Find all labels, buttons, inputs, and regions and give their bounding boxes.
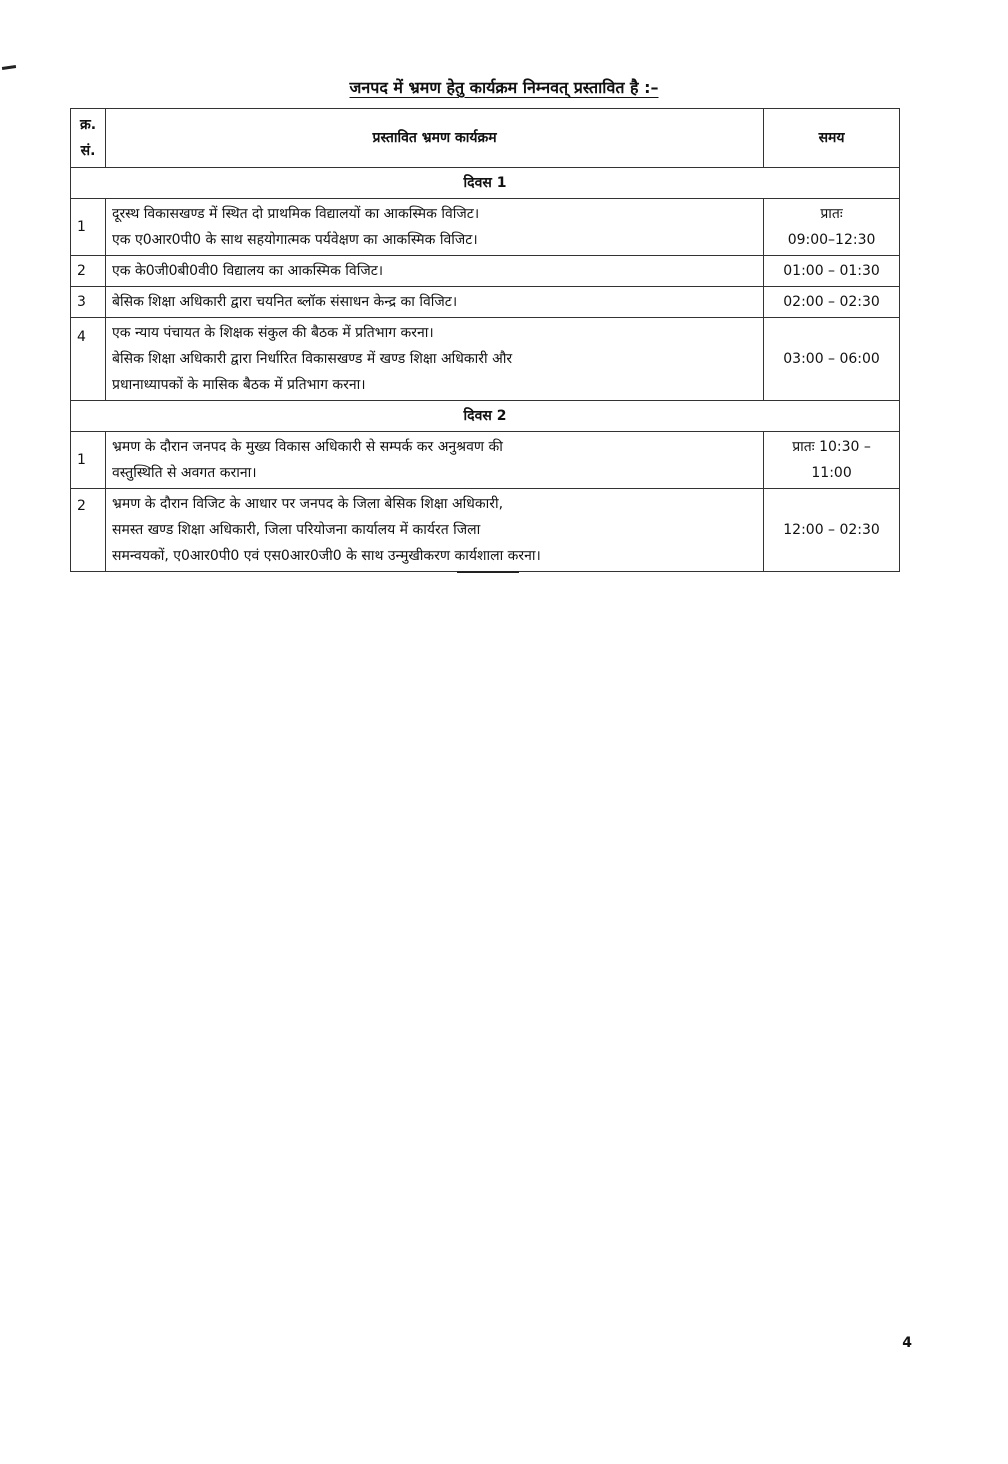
row-number: 3 [71, 287, 106, 318]
serial-header [71, 109, 106, 168]
activity-line: समस्त खण्ड शिक्षा अधिकारी, जिला परियोजना कार्यालय में कार्यरत जिला [112, 522, 481, 538]
program-header: प्रस्तावित भ्रमण कार्यक्रम [106, 109, 764, 168]
page-number: 4 [902, 1335, 912, 1351]
time-header: समय [764, 109, 900, 168]
row-activity [106, 287, 764, 318]
activity-line: बेसिक शिक्षा अधिकारी द्वारा चयनित ब्लॉक संसाधन केन्द्र का विजिट। [112, 294, 458, 310]
table-row [71, 489, 900, 572]
page-heading [0, 76, 1008, 98]
row-activity [106, 256, 764, 287]
activity-line: प्रधानाध्यापकों के मासिक बैठक में प्रतिभाग करना। [112, 377, 366, 393]
row-number: 4 [71, 318, 106, 401]
serial-header-line2: सं. [80, 143, 96, 159]
activity-line: भ्रमण के दौरान विजिट के आधार पर जनपद के जिला बेसिक शिक्षा अधिकारी, [112, 496, 504, 512]
day-label: दिवस 2 [71, 401, 900, 432]
time-line: 09:00–12:30 [787, 232, 876, 248]
table-row [71, 287, 900, 318]
row-number: 1 [71, 199, 106, 256]
row-number: 2 [71, 256, 106, 287]
row-activity [106, 432, 764, 489]
row-time: 12:00 – 02:30 [764, 489, 900, 572]
activity-line: एक के0जी0बी0वी0 विद्यालय का आकस्मिक विजिट। [112, 263, 384, 279]
time-line: प्रातः 10:30 – [792, 439, 871, 455]
activity-line: समन्वयकों, ए0आर0पी0 एवं एस0आर0जी0 के साथ उन्मुखीकरण कार्यशाला करना। [112, 548, 541, 564]
table-row [71, 256, 900, 287]
row-time: 02:00 – 02:30 [764, 287, 900, 318]
day-label: दिवस 1 [71, 168, 900, 199]
activity-line: एक न्याय पंचायत के शिक्षक संकुल की बैठक में प्रतिभाग करना। [112, 325, 434, 341]
row-activity [106, 199, 764, 256]
row-time: 03:00 – 06:00 [764, 318, 900, 401]
time-line: प्रातः [820, 206, 843, 222]
scan-mark [2, 65, 16, 70]
table-row [71, 199, 900, 256]
activity-line: दूरस्थ विकासखण्ड में स्थित दो प्राथमिक विद्यालयों का आकस्मिक विजिट। [112, 206, 480, 222]
table-row [71, 432, 900, 489]
time-line: 11:00 [811, 465, 852, 481]
row-number: 1 [71, 432, 106, 489]
day-row [71, 168, 900, 199]
serial-header-line1: क्र. [79, 117, 97, 133]
row-time [764, 199, 900, 256]
schedule-table [70, 108, 900, 572]
row-number: 2 [71, 489, 106, 572]
row-activity [106, 318, 764, 401]
table-header-row [71, 109, 900, 168]
day-row [71, 401, 900, 432]
activity-line: बेसिक शिक्षा अधिकारी द्वारा निर्धारित विकासखण्ड में खण्ड शिक्षा अधिकारी और [112, 351, 513, 367]
table-row [71, 318, 900, 401]
activity-line: वस्तुस्थिति से अवगत कराना। [112, 465, 257, 481]
row-time: 01:00 – 01:30 [764, 256, 900, 287]
activity-line: भ्रमण के दौरान जनपद के मुख्य विकास अधिकारी से सम्पर्क कर अनुश्रवण की [112, 439, 503, 455]
row-time [764, 432, 900, 489]
end-rule [457, 571, 519, 573]
page-heading-text: जनपद में भ्रमण हेतु कार्यक्रम निम्नवत् प्रस्तावित है :– [349, 78, 659, 97]
activity-line: एक ए0आर0पी0 के साथ सहयोगात्मक पर्यवेक्षण का आकस्मिक विजिट। [112, 232, 478, 248]
row-activity [106, 489, 764, 572]
